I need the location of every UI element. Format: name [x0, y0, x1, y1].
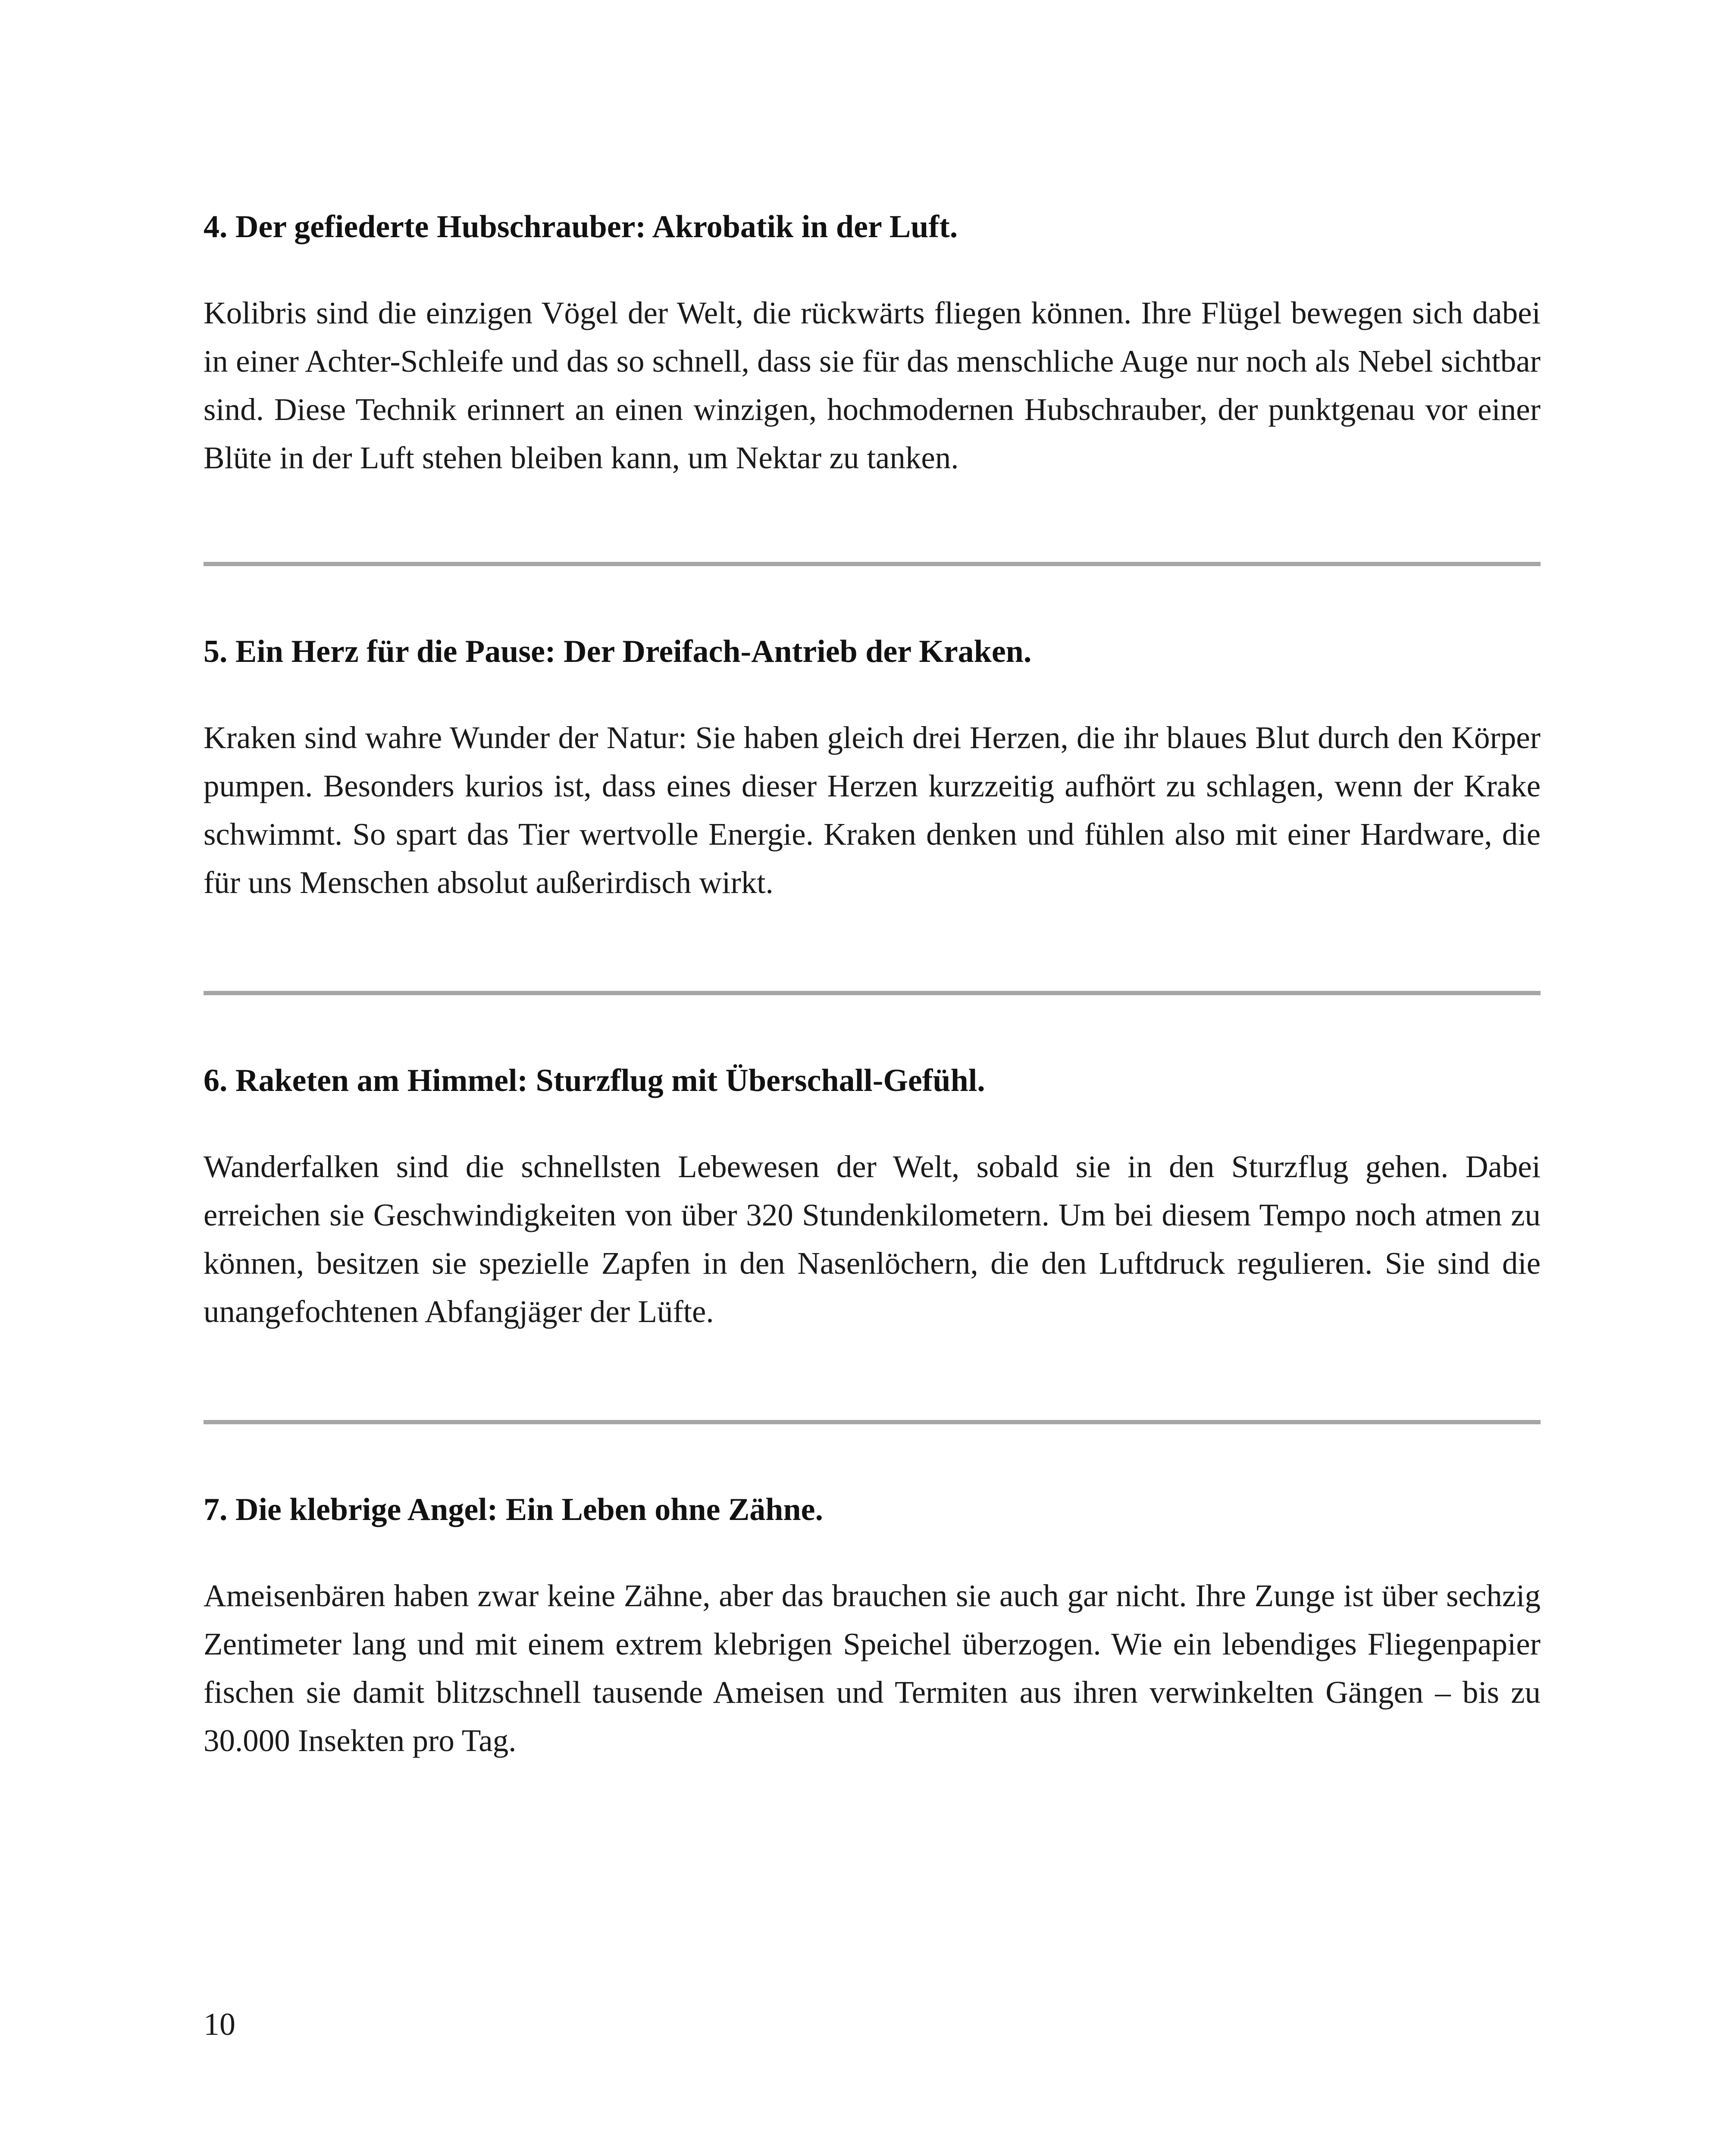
- section-divider: [204, 562, 1541, 566]
- section-divider: [204, 1420, 1541, 1424]
- section-divider: [204, 991, 1541, 995]
- section-hummingbird: [204, 203, 1541, 482]
- section-heading: 5. Ein Herz für die Pause: Der Dreifach-Antrieb der Kraken.: [204, 634, 1032, 669]
- section-falcon: [204, 1056, 1541, 1336]
- section-heading: 7. Die klebrige Angel: Ein Leben ohne Zähne.: [204, 1492, 823, 1527]
- section-paragraph: Kolibris sind die einzigen Vögel der Welt, die rückwärts fliegen können. Ihre Flügel bewegen sich dabei in einer Achter-Schleife und das so schnell, dass sie für das menschliche Auge nur noch als Nebel sichtbar sind. Diese Technik erinnert an einen winzigen, hochmodernen Hubschrauber, der punktgenau vor einer Blüte in der Luft stehen bleiben kann, um Nektar zu tanken.: [204, 295, 1541, 475]
- document-page: [204, 203, 1541, 1765]
- section-anteater: [204, 1485, 1541, 1765]
- section-heading: 4. Der gefiederte Hubschrauber: Akrobatik in der Luft.: [204, 209, 958, 244]
- section-paragraph: Kraken sind wahre Wunder der Natur: Sie haben gleich drei Herzen, die ihr blaues Blut durch den Körper pumpen. Besonders kurios ist, dass eines dieser Herzen kurzzeitig aufhört zu schlagen, wenn der Krake schwimmt. So spart das Tier wertvolle Energie. Kraken denken und fühlen also mit einer Hardware, die für uns Menschen absolut außerirdisch wirkt.: [204, 720, 1541, 900]
- section-heading: 6. Raketen am Himmel: Sturzflug mit Überschall-Gefühl.: [204, 1063, 985, 1098]
- section-paragraph: Ameisenbären haben zwar keine Zähne, aber das brauchen sie auch gar nicht. Ihre Zunge ist über sechzig Zentimeter lang und mit einem extrem klebrigen Speichel überzogen. Wie ein lebendiges Fliegenpapier fischen sie damit blitzschnell tausende Ameisen und Termiten aus ihren verwinkelten Gängen – bis zu 30.000 Insekten pro Tag.: [204, 1578, 1541, 1758]
- section-octopus: [204, 627, 1541, 907]
- page-number: 10: [204, 2007, 235, 2042]
- section-paragraph: Wanderfalken sind die schnellsten Lebewesen der Welt, sobald sie in den Sturzflug gehen. Dabei erreichen sie Geschwindigkeiten von über 320 Stundenkilometern. Um bei diesem Tempo noch atmen zu können, besitzen sie spezielle Zapfen in den Nasenlöchern, die den Luftdruck regulieren. Sie sind die unangefochtenen Abfangjäger der Lüfte.: [204, 1149, 1541, 1329]
